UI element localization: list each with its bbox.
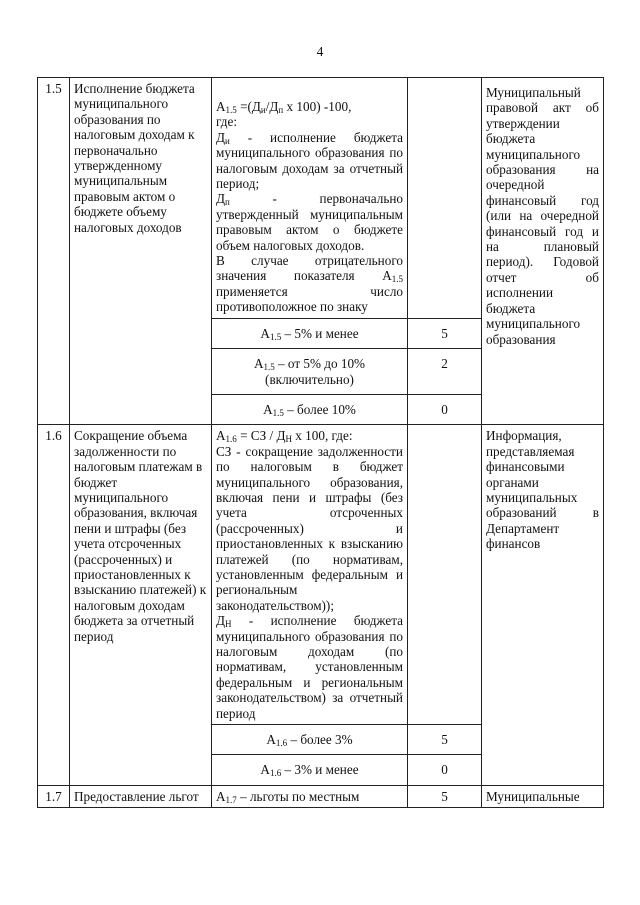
formula-definition: $Д_и$ - исполнение бюджета муниципального образования по налоговым доходам за отчетный период; (216, 129, 403, 192)
indicator-name: Сокращение объема задолженности по налоговым платежам в бюджет муниципального образования, включая пени и штрафы (без учета отсроченных (рассроченных) и приостановленных к взысканию платежей) к налоговым доходам бюджета за отчетный период (70, 425, 212, 786)
score-empty (408, 425, 482, 725)
score-condition: $А_{1.5}$ – более 10% (212, 394, 408, 424)
formula-where: где: (216, 114, 237, 130)
data-source: Информация, представляемая финансовыми органами муниципальных образований в Департамент финансов (482, 425, 604, 786)
score-value: 0 (408, 755, 482, 785)
row-number: 1.7 (38, 785, 70, 807)
indicator-formula: $А_{1.7}$ – льготы по местным (212, 785, 408, 807)
formula-line: $А_{1.6}$ = СЗ / $Д_Н$ х 100, где: (216, 428, 353, 445)
row-number: 1.5 (38, 78, 70, 425)
score-value: 2 (408, 349, 482, 395)
criteria-table (37, 77, 604, 808)
score-value: 5 (408, 725, 482, 755)
formula-line: $А_{1.5} =(Д_и/Д_п$ х 100) -100, (216, 99, 352, 115)
score-value: 5 (408, 785, 482, 807)
score-condition: $А_{1.5} - 5\%$ и менее (212, 318, 408, 348)
formula-definition: $Д_Н$ - исполнение бюджета муниципального образования по налоговым доходам (по нормативам, установленным федеральным и региональным законодательством) за отчетный период (216, 613, 403, 721)
score-condition: $А_{1.5}$ – от 5% до 10% (включительно) (212, 349, 408, 395)
formula-note: В случае отрицательного значения показателя $А_{1.5}$ применяется число противоположное по знаку (216, 253, 403, 315)
page-number: 4 (316, 44, 324, 59)
data-source: Муниципальный правовой акт об утверждении бюджета муниципального образования на очередной финансовый год (или на очередной финансовый год и на плановый период). Годовой отчет об исполнении бюджета муниципального образования (482, 78, 604, 425)
row-number: 1.6 (38, 425, 70, 786)
indicator-name: Предоставление льгот (70, 785, 212, 807)
score-value: 5 (408, 318, 482, 348)
indicator-formula (212, 78, 408, 319)
data-source: Муниципальные (482, 785, 604, 807)
table-row-1-6 (38, 425, 604, 725)
score-condition: $А_{1.6} - 3\%$ и менее (212, 755, 408, 785)
indicator-name: Исполнение бюджета муниципального образования по налоговым доходам к первоначально утвержденному муниципальным правовым актом о бюджете объему налоговых доходов (70, 78, 212, 425)
score-value: 0 (408, 394, 482, 424)
score-condition: $А_{1.6}$ – более 3% (212, 725, 408, 755)
score-empty (408, 78, 482, 319)
table-row-1-7 (38, 785, 604, 807)
formula-definition: СЗ - сокращение задолженности по налоговым в бюджет муниципального образования, включая пени и штрафы (без учета отсроченных (рассроченных) и приостановленных к взысканию платежей (по нормативам, установленным федеральным и региональным законодательством)); (216, 443, 403, 613)
formula-definition: $Д_п$ - первоначально утвержденный муниципальным правовым актом о бюджете объем налоговых доходов. (216, 191, 403, 253)
table-row-1-5 (38, 78, 604, 319)
indicator-formula (212, 425, 408, 725)
